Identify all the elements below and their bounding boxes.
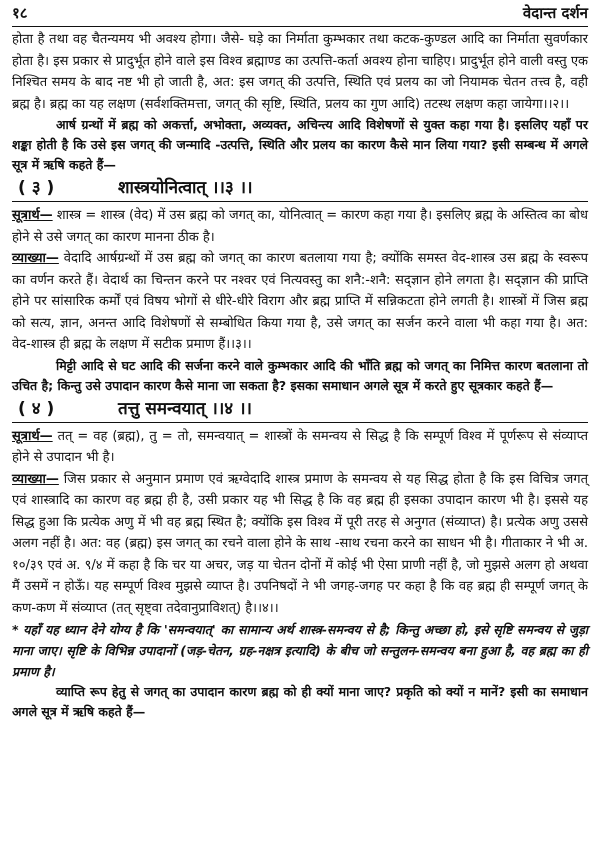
sutra-4-number: ( ४ ) (18, 398, 55, 419)
sutra-3-rule (12, 201, 588, 202)
sutrartha-4-label: सूत्रार्थ— (12, 428, 53, 444)
sutra-3-text: शास्त्रयोनित्वात् ।।३ ।। (118, 178, 253, 198)
intro-sutra3: आर्ष ग्रन्थों में ब्रह्म को अकर्त्ता, अभोक्ता, अव्यक्त, अचिन्त्य आदि विशेषणों से युक्त कहा गया है। इसलिए यहाँ पर शङ्का होती है कि उसे इस जगत् की जन्मादि -उत्पत्ति, स्थिति और प्रलय का कारण कैसे मान लिया गया? इसी सम्बन्ध में अगले सूत्र में ऋषि कहते हैं— (12, 117, 588, 172)
sutrartha-3-label: सूत्रार्थ— (12, 208, 53, 223)
sutra-3-heading (12, 175, 588, 201)
vyakhya-4-label: व्याख्या— (12, 471, 59, 487)
vyakhya-3-text: वेदादि आर्षग्रन्थों में उस ब्रह्म को जगत् का कारण बतलाया गया है; क्योंकि समस्त वेद-शास्त्र उस ब्रह्म के स्वरूप का वर्णन करते हैं। वेदार्थ का चिन्तन करने पर नश्वर एवं नित्यवस्तु का शनै:-शनै: सद्ज्ञान होने लगता है। सद्ज्ञान की प्राप्ति होने पर सांसारिक कर्मों एवं विषय भोगों से धीरे-धीरे विराग और ब्रह्म प्राप्ति में सन्निकटता होने लगती है। शास्त्रों में जिस ब्रह्म को सत्य, ज्ञान, अनन्त आदि विशेषणों से सम्बोधित किया गया है, उसे जगत् का सर्जन करने वाला भी कहा गया है। अत: वेद-शास्त्र ही ब्रह्म के लक्षण में सटीक प्रमाण हैं।।३।। (12, 251, 588, 352)
footnote-samanvayat: * यहाँ यह ध्यान देने योग्य है कि 'समन्वयात्' का सामान्य अर्थ शास्त्र-समन्वय से है; किन्तु अच्छा हो, इसे सृष्टि समन्वय से जुड़ा माना जाए। सृष्टि के विभिन्न उपादानों (जड़-चेतन, ग्रह-नक्षत्र इत्यादि) के बीच जो सन्तुलन-समन्वय बना हुआ है, वह ब्रह्म का ही प्रमाण है। (12, 622, 588, 679)
vyakhya-3 (12, 248, 588, 356)
page-header (12, 3, 588, 25)
sutrartha-4 (12, 426, 588, 469)
intro-sutra4: मिट्टी आदि से घट आदि की सर्जना करने वाले कुम्भकार आदि की भाँति ब्रह्म को जगत् का निमित्त कारण बतलाना तो उचित है; किन्तु उसे उपादान कारण कैसे माना जा सकता है? इसका समाधान अगले सूत्र में करते हुए सूत्रकार कहते हैं— (12, 357, 588, 393)
vyakhya-3-label: व्याख्या— (12, 251, 59, 266)
sutra-3-number: ( ३ ) (18, 178, 55, 198)
header-rule (12, 26, 588, 27)
vyakhya-4-text: जिस प्रकार से अनुमान प्रमाण एवं ऋग्वेदादि शास्त्र प्रमाण के समन्वय से यह सिद्ध होता है कि इस विचित्र जगत् एवं शास्त्रादि का कारण वह ब्रह्म ही है, उसी प्रकार यह भी सिद्ध है कि वह ब्रह्म ही इसका उपादान कारण भी है। इससे यह सिद्ध हुआ कि प्रत्येक अणु में भी वह ब्रह्म स्थित है; क्योंकि इस विश्व में पूरी तरह से अनुगत (संव्याप्त) है। प्रत्येक अणु उससे अलग नहीं है। अत: वह (ब्रह्म) इस जगत् का रचने वाला होने के साथ -साथ रचना करने का साधन भी है। गीताकार ने भी अ. १०/३९ एवं अ. ९/४ में कहा है कि चर या अचर, जड़ या चेतन दोनों में कोई भी ऐसा प्राणी नहीं है, जो मुझसे अलग हो अथवा मैं उसमें न होऊँ। यह सम्पूर्ण विश्व मुझसे व्याप्त है। उपनिषदों ने भी जगह-जगह पर कहा है कि वह ब्रह्म ही सम्पूर्ण जगत् के कण-कण में संव्याप्त (तत् सृष्ट्वा तदेवानुप्राविशत्) है।।४।। (12, 471, 588, 616)
intro-sutra5: व्याप्ति रूप हेतु से जगत् का उपादान कारण ब्रह्म को ही क्यों माना जाए? प्रकृति को क्यों न मानें? इसी का समाधान अगले सूत्र में ऋषि कहते हैं— (12, 684, 588, 719)
page-number: १८ (12, 4, 28, 22)
paragraph-sutra2-continuation: होता है तथा वह चैतन्यमय भी अवश्य होगा। जैसे- घड़े का निर्माता कुम्भकार तथा कटक-कुण्डल आदि का निर्माता सुवर्णकार होता है। इस प्रकार से प्रादुर्भूत होने वाले इस विश्व ब्रह्माण्ड का उत्पत्ति-कर्ता अवश्य होना चाहिए। प्रादुर्भूत होने वाली वस्तु एक निश्चित समय के बाद नष्ट भी हो जाती है, अत: इस जगत् की उत्पत्ति, स्थिति एवं प्रलय का जो नियामक चेतन तत्त्व है, वही ब्रह्म है। ब्रह्म का यह लक्षण (सर्वशक्तिमत्ता, जगत् की सृष्टि, स्थिति, प्रलय का गुण आदि) तटस्थ लक्षण कहा जायेगा।।२।। (12, 32, 588, 112)
sutra-4-rule (12, 422, 588, 423)
sutrartha-3-text: शास्त्र = शास्त्र (वेद) में उस ब्रह्म को जगत् का, योनित्वात् = कारण कहा गया है। इसलिए ब्रह्म के अस्तित्व का बोध होने से उसे जगत् का कारण मानना ठीक है। (12, 208, 588, 245)
vyakhya-4 (12, 469, 588, 620)
sutrartha-3 (12, 205, 588, 248)
sutra-4-text: तत्तु समन्वयात् ।।४ ।। (118, 398, 252, 419)
sutra-4-heading (12, 396, 588, 422)
running-title: वेदान्त दर्शन (522, 4, 588, 22)
sutrartha-4-text: तत् = वह (ब्रह्म), तु = तो, समन्वयात् = शास्त्रों के समन्वय से सिद्ध है कि सम्पूर्ण विश्व में पूर्णरूप से संव्याप्त होने से उपादान भी है। (12, 428, 588, 465)
